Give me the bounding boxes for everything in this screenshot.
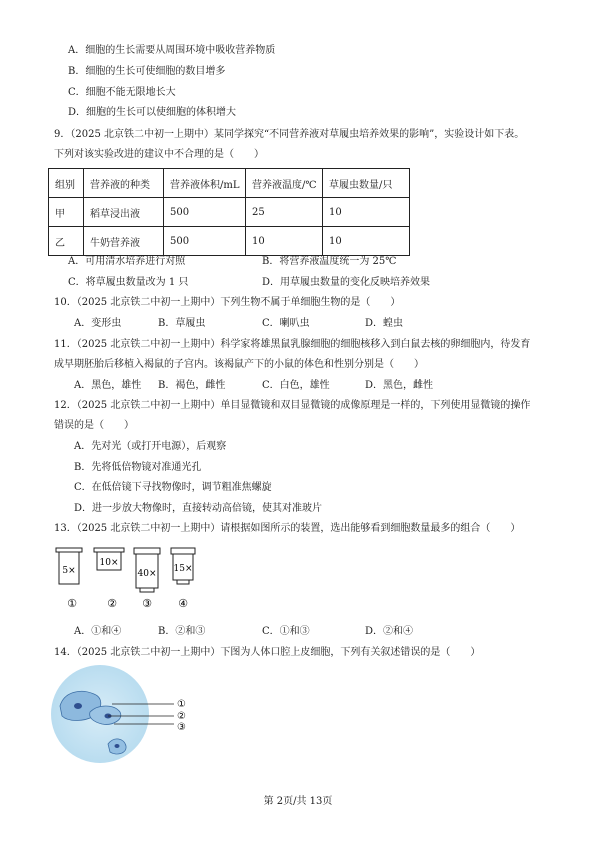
table-cell: 500 xyxy=(164,227,246,256)
table-cell: 10 xyxy=(323,198,410,227)
lens-label-5x: 5× xyxy=(62,566,76,576)
q13-stem: 13．（2025 北京铁二中初一上期中）请根据如图所示的装置，选出能够看到细胞数量最多的组合（ ） xyxy=(54,523,521,534)
q10-option-d: D．蝗虫 xyxy=(365,318,404,329)
table-header-cell: 营养液体积/mL xyxy=(164,169,246,198)
q11-option-d: D．黑色，雌性 xyxy=(365,380,434,391)
table-header-cell: 草履虫数量/只 xyxy=(323,169,410,198)
table-header-row xyxy=(49,169,410,198)
table-row xyxy=(49,198,410,227)
table-cell: 乙 xyxy=(49,227,84,256)
lens-label-10x: 10× xyxy=(99,558,119,568)
cell-nucleus xyxy=(115,744,120,748)
q12-stem-line2: 错误的是（ ） xyxy=(54,420,134,431)
q11-option-c: C．白色，雄性 xyxy=(262,380,330,391)
cell-label-2: ② xyxy=(177,711,186,722)
page-number-footer: 第 2页/共 13页 xyxy=(263,796,333,807)
table-cell: 10 xyxy=(246,227,323,256)
q11-stem-line1: 11．（2025 北京铁二中初一上期中）科学家将雄黑鼠乳腺细胞的细胞核移入到白鼠去核的卵细胞内，待发育 xyxy=(54,339,531,350)
q12-stem-line1: 12．（2025 北京铁二中初一上期中）单目显微镜和双目显微镜的成像原理是一样的，下列使用显微镜的操作 xyxy=(54,400,531,411)
q9-option-c: C．将草履虫数量改为 1 只 xyxy=(68,277,189,288)
table-cell: 25 xyxy=(246,198,323,227)
q12-option-d: D．进一步放大物像时，直接转动高倍镜，使其对准玻片 xyxy=(74,503,323,514)
q9-stem-line1: 9．（2025 北京铁二中初一上期中）某同学探究“不同营养液对草履虫培养效果的影响”，实验设计如下表。 xyxy=(54,129,525,140)
cell-label-1: ① xyxy=(177,699,186,710)
q13-option-a: A．①和④ xyxy=(74,626,122,637)
q12-option-b: B．先将低倍物镜对准通光孔 xyxy=(74,462,202,473)
table-header-cell: 营养液的种类 xyxy=(84,169,164,198)
lens-number-4: ④ xyxy=(178,597,188,610)
q10-stem: 10．（2025 北京铁二中初一上期中）下列生物不属于单细胞生物的是（ ） xyxy=(54,297,401,308)
lens-label-15x: 15× xyxy=(173,564,193,574)
table-row xyxy=(49,227,410,256)
q9-experiment-table xyxy=(48,168,410,256)
table-cell: 甲 xyxy=(49,198,84,227)
q12-option-c: C．在低倍镜下寻找物像时，调节粗准焦螺旋 xyxy=(74,482,272,493)
table-header-cell: 营养液温度/℃ xyxy=(246,169,323,198)
q14-stem: 14．（2025 北京铁二中初一上期中）下图为人体口腔上皮细胞，下列有关叙述错误的是（ ） xyxy=(54,647,481,658)
q11-stem-line2: 成早期胚胎后移植入褐鼠的子宫内。该褐鼠产下的小鼠的体色和性别分别是（ ） xyxy=(54,359,424,370)
q8-option-a: A．细胞的生长需要从周围环境中吸收营养物质 xyxy=(68,45,276,56)
table-cell: 500 xyxy=(164,198,246,227)
lens-number-1: ① xyxy=(67,597,77,610)
table-cell: 10 xyxy=(323,227,410,256)
cell-label-3: ③ xyxy=(177,722,186,733)
q12-option-a: A．先对光（或打开电源），后观察 xyxy=(74,441,227,452)
q14-cheek-cell-figure xyxy=(50,664,210,764)
lens-number-3: ③ xyxy=(142,597,152,610)
q10-option-a: A．变形虫 xyxy=(74,318,122,329)
q13-option-c: C．①和③ xyxy=(262,626,310,637)
q9-option-d: D．用草履虫数量的变化反映培养效果 xyxy=(262,277,431,288)
q13-option-d: D．②和④ xyxy=(365,626,414,637)
lens-number-2: ② xyxy=(107,597,117,610)
q13-option-b: B．②和③ xyxy=(158,626,206,637)
table-cell: 牛奶营养液 xyxy=(84,227,164,256)
q9-option-b: B．将营养液温度统一为 25℃ xyxy=(262,256,397,267)
q9-stem-line2: 下列对该实验改进的建议中不合理的是（ ） xyxy=(54,149,264,160)
q9-option-a: A．可用清水培养进行对照 xyxy=(68,256,186,267)
q10-option-c: C．喇叭虫 xyxy=(262,318,310,329)
q8-option-d: D．细胞的生长可以使细胞的体积增大 xyxy=(68,107,237,118)
lens-label-40x: 40× xyxy=(137,569,157,579)
q8-option-b: B．细胞的生长可使细胞的数目增多 xyxy=(68,66,226,77)
q13-lens-figure xyxy=(50,544,210,612)
table-header-cell: 组别 xyxy=(49,169,84,198)
cell-nucleus xyxy=(74,703,82,709)
q11-option-a: A．黑色，雄性 xyxy=(74,380,142,391)
q8-option-c: C．细胞不能无限地长大 xyxy=(68,87,176,98)
q11-option-b: B．褐色，雌性 xyxy=(158,380,226,391)
q10-option-b: B．草履虫 xyxy=(158,318,206,329)
table-cell: 稻草浸出液 xyxy=(84,198,164,227)
